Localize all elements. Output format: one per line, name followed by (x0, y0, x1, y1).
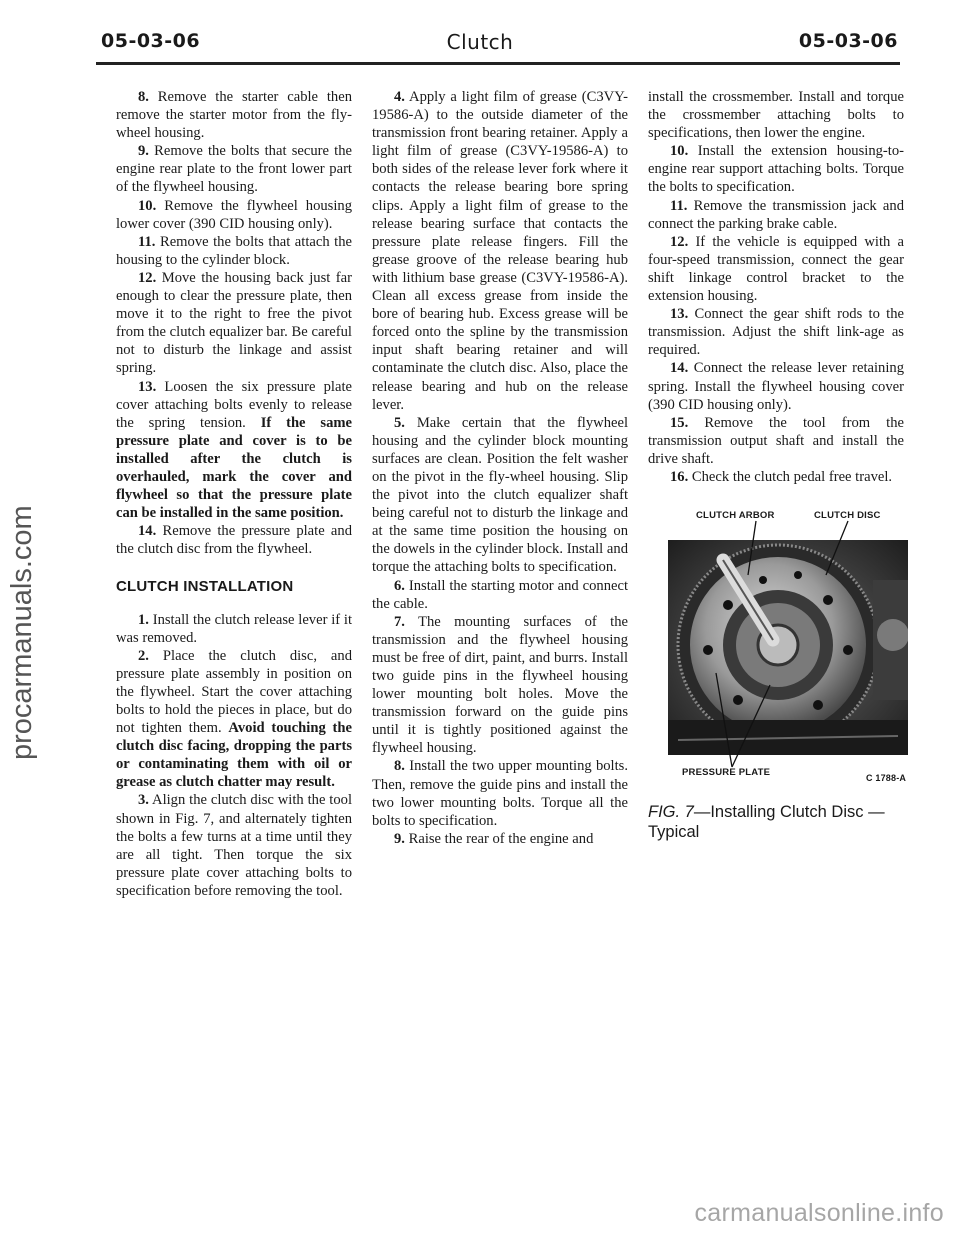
step-number: 9. (138, 143, 149, 160)
step-paragraph (648, 305, 904, 359)
step-paragraph (648, 142, 904, 196)
step-number: 1. (138, 611, 149, 628)
step-number: 13. (138, 378, 157, 395)
column-right (648, 88, 904, 486)
step-number: 12. (138, 269, 157, 286)
step-number: 13. (670, 306, 689, 323)
step-text: Remove the transmission jack and connect the parking brake cable. (648, 197, 904, 232)
header-rule (96, 62, 900, 65)
step-text: The mounting surfaces of the transmission and the flywheel housing must be free of dirt, paint, and burrs. Install two guide pins in the flywheel housing lower mounting bolt holes. Move the transmission forward on the guide pins until it is tightly positioned against the flywheel housing. (372, 613, 628, 757)
step-number: 5. (394, 414, 405, 431)
step-text: Place the clutch disc, and pressure plate assembly in position on the flywheel. Start the cover attaching bolts to hold the pieces in place, but do not tighten them. (116, 647, 352, 737)
step-paragraph (372, 577, 628, 613)
step-number: 10. (670, 143, 689, 160)
step-number: 8. (394, 758, 405, 775)
step-text: Check the clutch pedal free travel. (688, 468, 893, 485)
step-paragraph (116, 522, 352, 558)
step-warning: If the same pressure plate and cover is to be installed after the clutch is overhauled, mark the cover and flywheel so that the pressure plate can be installed in the same position. (116, 414, 352, 522)
step-number: 2. (138, 647, 149, 664)
continued-text: install the crossmember. Install and torque the crossmember attaching bolts to specifications, then lower the engine. (648, 89, 904, 142)
step-text: Move the housing back just far enough to clear the pressure plate, then move it to the right to free the pivot from the clutch equalizer bar. Be careful not to disturb the linkage and assist spring. (116, 269, 352, 377)
step-number: 16. (670, 468, 689, 485)
step-number: 11. (138, 233, 156, 250)
step-text: Remove the starter cable then remove the starter motor from the fly-wheel housing. (116, 89, 352, 142)
step-number: 14. (138, 523, 157, 540)
step-text: Align the clutch disc with the tool shown in Fig. 7, and alternately tighten the bolts a few turns at a time until they are all tight. Then torque the six pressure plate cover attaching bolts to specification before removing the tool. (116, 792, 352, 899)
section-heading: CLUTCH INSTALLATION (116, 578, 294, 596)
step-text: If the vehicle is equipped with a four-speed transmission, connect the gear shift linkage control bracket to the extension housing. (648, 233, 904, 305)
step-text: Raise the rear of the engine and (404, 830, 594, 847)
step-number: 11. (670, 197, 688, 214)
step-paragraph (648, 233, 904, 305)
step-number: 6. (394, 577, 405, 594)
figure-caption-text: —Installing Clutch Disc — Typical (648, 803, 885, 841)
step-paragraph (116, 197, 352, 233)
step-paragraph (116, 88, 352, 142)
step-text: Install the extension housing-to-engine rear support attaching bolts. Torque the bolts to specification. (648, 143, 904, 196)
step-number: 4. (394, 89, 405, 105)
step-paragraph (372, 88, 628, 414)
step-text: Connect the release lever retaining spring. Install the flywheel housing cover (390 CID housing only). (648, 360, 904, 413)
step-text: Install the clutch release lever if it was removed. (116, 611, 352, 646)
step-paragraph (116, 269, 352, 378)
step-paragraph (648, 468, 904, 486)
step-text: Remove the flywheel housing lower cover (390 CID housing only). (116, 197, 352, 232)
step-number: 10. (138, 197, 157, 214)
step-paragraph (116, 791, 352, 900)
section-title: Clutch (446, 30, 514, 54)
page-number-right: 05-03-06 (798, 30, 898, 52)
step-paragraph (116, 378, 352, 523)
step-paragraph (372, 613, 628, 758)
page-number-left: 05-03-06 (101, 30, 201, 52)
leader-lines (648, 505, 910, 805)
step-paragraph (372, 830, 628, 848)
step-number: 3. (138, 792, 149, 809)
step-number: 9. (394, 830, 405, 847)
step-paragraph (648, 414, 904, 468)
step-text: Remove the pressure plate and the clutch disc from the flywheel. (116, 523, 352, 558)
step-number: 14. (670, 360, 689, 377)
label-clutch-disc: CLUTCH DISC (814, 510, 881, 521)
step-paragraph (116, 611, 352, 647)
step-paragraph (116, 233, 352, 269)
step-number: 7. (394, 613, 405, 630)
step-number: 15. (670, 414, 689, 431)
step-number: 8. (138, 89, 149, 105)
column-middle (372, 88, 628, 848)
step-paragraph (648, 359, 904, 413)
step-text: Remove the bolts that secure the engine rear plate to the front lower part of the flywheel housing. (116, 143, 352, 196)
step-text: Remove the tool from the transmission output shaft and install the drive shaft. (648, 414, 904, 467)
step-text: Install the starting motor and connect the cable. (372, 577, 628, 612)
column-left (116, 88, 352, 900)
step-text: Apply a light film of grease (C3VY-19586-A) to the outside diameter of the transmission front bearing retainer. Apply a light film of grease (C3VY-19586-A) to both sides of the release lever fork where it contacts the release bearing bore spring clips. Apply a light film of grease to the release bearing surface that contacts the pressure plate release fingers. Fill the grease groove of the release bearing hub with lithium base grease (C3VY-19586-A). Clean all excess grease from inside the bore of bearing hub. Excess grease will be forced onto the spline by the transmission input shaft bearing retainer and will contaminate the clutch disc. Also, place the release bearing and hub on the release lever. (372, 89, 628, 413)
step-text: Connect the gear shift rods to the transmission. Adjust the shift link-age as required. (648, 306, 904, 359)
label-clutch-arbor: CLUTCH ARBOR (696, 510, 775, 521)
footer-watermark: carmanualsonline.info (694, 1199, 944, 1227)
step-number: 12. (670, 233, 689, 250)
step-text: Loosen the six pressure plate cover attaching bolts evenly to release the spring tension. (116, 378, 352, 431)
step-paragraph (648, 197, 904, 233)
step-text: Make certain that the flywheel housing and the cylinder block mounting surfaces are clean. Position the felt washer on the pivot in the fly-wheel housing. Slip the pivot into the clutch equalizer shaft being careful not to disturb the linkage and at the same time position the housing on the dowels in the cylinder block. Install and torque the attaching bolts to specification. (372, 414, 628, 576)
step-paragraph (372, 414, 628, 577)
step-paragraph (116, 647, 352, 792)
step-paragraph (116, 142, 352, 196)
figure-clutch-disc (648, 505, 910, 805)
side-watermark: procarmanuals.com (6, 505, 38, 760)
figure-caption (648, 802, 910, 842)
figure-code: C 1788-A (866, 773, 907, 783)
step-text: Remove the bolts that attach the housing to the cylinder block. (116, 233, 352, 268)
label-pressure-plate: PRESSURE PLATE (682, 767, 771, 778)
figure-number: FIG. 7 (648, 803, 694, 821)
step-warning: Avoid touching the clutch disc facing, dropping the parts or contaminating them with oil or grease as clutch chatter may result. (116, 720, 352, 791)
step-text: Install the two upper mounting bolts. Then, remove the guide pins and install the two lower mounting bolts. Torque all the bolts to specification. (372, 758, 628, 829)
step-paragraph (372, 757, 628, 829)
